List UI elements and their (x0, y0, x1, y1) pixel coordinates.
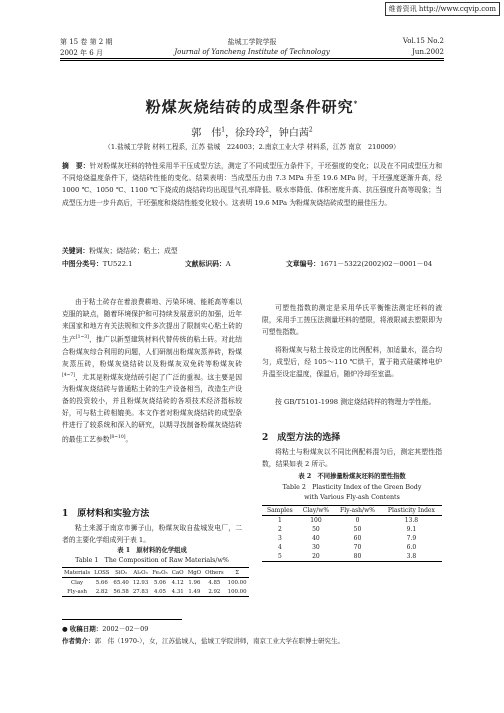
table-1-cell: 27.83 (132, 588, 149, 595)
table-2-header-cell: Clay/w% (298, 506, 334, 516)
table-1-cell: 100.00 (227, 588, 247, 595)
table-1-cell: 1.49 (188, 588, 201, 595)
table-1-cell: 12.93 (132, 579, 149, 586)
table-2-cell: 1 (277, 517, 282, 524)
table-2-cell: 50 (353, 526, 362, 533)
plasticity-method-paragraph: 可塑性指数的测定是采用华氏平衡锥法测定坯料的液限，采用手工搓压法测量坯料的塑限，将液限减去塑限即为可塑性指数。 (262, 304, 442, 337)
sample-prep-paragraph: 将粉煤灰与粘土按设定的比例配料，加适量水，混合均匀，成型后，经 105～110 ℃烘干，置于箱式硅碳棒电炉升温至设定温度，保温后，随炉冷却至室温。 (262, 346, 442, 379)
affiliation: （1.盐城工学院 材料工程系，江苏 盐城 224003；2.南京工业大学 材料系，江苏 南京 210009） (104, 143, 400, 151)
keywords: 关键词：粉煤灰；烧结砖；粘土；成型 (62, 247, 178, 255)
table-2-cell: 50 (312, 526, 320, 533)
table-1-cell: 100.00 (227, 579, 247, 586)
table-2-cell: 2 (277, 526, 282, 533)
table-2-caption-cn: 表 2 不同掺量粉煤灰坯料的塑性指数 (298, 473, 406, 480)
table-row (262, 534, 442, 543)
table-1-cell: Fly-ash (67, 588, 87, 595)
footnote-rule (62, 619, 182, 620)
table-2-cell: 9.1 (406, 526, 417, 533)
issue-label: 第 15 卷 第 2 期 (60, 38, 113, 46)
author-line: 郭 伟$^1$，徐玲玲$^2$，钟白茜$^2$ (191, 126, 313, 139)
document-code: 文献标识码：A (185, 260, 231, 268)
table-1-cell: 4.05 (153, 588, 166, 595)
table-row (62, 578, 249, 588)
table-2-cell: 60 (353, 535, 362, 542)
author-bio: 作者简介：郭 伟（1970-），女，江苏盐城人，盐城工学院讲师，南京工业大学在职博士研究生。 (62, 637, 344, 645)
table-row (262, 525, 442, 534)
table-1-header-cell: LOSS (94, 569, 110, 576)
table-1-cell: 1.96 (188, 579, 201, 586)
table-1-cell: 2.82 (95, 588, 108, 595)
table-2-cell: 20 (312, 553, 320, 560)
author-3: 钟白茜 (278, 128, 309, 139)
received-date: ● 收稿日期：2002－02－09 (62, 625, 149, 633)
table-1-cell: 2.92 (208, 588, 221, 595)
header-rule-bottom (60, 60, 444, 61)
table-1-header-cell: MgO (187, 569, 202, 576)
table-1-cell: 4.85 (208, 579, 221, 586)
table-row (262, 552, 442, 562)
section-2-heading: 2 成型方法的选择 (262, 433, 341, 443)
journal-title-cn: 盐城工学院学报 (227, 38, 277, 46)
table-2-cell: 7.9 (406, 535, 417, 542)
table-1-cell: Clay (71, 579, 84, 586)
table-2-header-cell: Samples (262, 506, 298, 516)
paper-title: 粉煤灰烧结砖的成型条件研究* (145, 98, 359, 116)
table-2-cell: 6.0 (406, 544, 417, 551)
table-1-header-cell: Σ (226, 568, 249, 578)
month-label: Jun.2002 (412, 48, 444, 56)
table-2-header-cell: Plasticity Index (381, 506, 442, 516)
table-row (262, 516, 442, 526)
table-1-caption-en: Table 1 The Composition of Raw Materials/w% (75, 557, 229, 564)
table-2-cell: 5 (277, 553, 282, 560)
table-1-cell: 4.31 (171, 588, 184, 595)
table-2-header-cell: Fly-ash/w% (334, 506, 381, 516)
table-row (62, 587, 249, 597)
table-1-cell: 4.12 (171, 579, 184, 586)
table-2 (262, 505, 442, 562)
header-rule-top (60, 58, 444, 59)
table-1-caption-cn: 表 1 原材料的化学组成 (117, 547, 187, 554)
table-1-header-row (62, 568, 249, 578)
author-2: 徐玲玲 (235, 128, 266, 139)
date-label: 2002 年 6 月 (60, 49, 103, 57)
table-1 (62, 567, 249, 597)
table-row (262, 543, 442, 552)
table-1-header-cell: SiO₂ (111, 568, 130, 578)
table-1-cell: 5.06 (153, 579, 166, 586)
table-2-header-row (262, 506, 442, 516)
table-1-cell: 5.66 (95, 579, 108, 586)
article-number: 文章编号：1671－5322(2002)02－0001－04 (286, 260, 433, 268)
table-2-cell: 100 (310, 517, 322, 524)
table-1-cell: 56.58 (113, 588, 129, 595)
journal-title-en: Journal of Yancheng Institute of Technology (174, 48, 330, 56)
materials-paragraph: 粘土来源于南京市狮子山，粉煤灰取自盐城发电厂，二者的主要化学组成列于表 1。 (62, 524, 242, 545)
author-1: 郭 伟 (191, 128, 222, 139)
table-1-header-cell: CaO (170, 568, 186, 578)
watermark: 维普资讯 http://www.cqvip.com (385, 2, 500, 16)
table-1-header-cell: Others (205, 569, 224, 576)
table-2-cell: 70 (353, 544, 362, 551)
title-footnote-mark: * (353, 99, 359, 108)
table-2-cell: 4 (277, 544, 282, 551)
table-2-cell: 3.8 (406, 553, 417, 560)
intro-paragraph: 由于粘土砖存在着浪费耕地、污染环境、能耗高等难以克服的缺点，随着环境保护和可持续发展意识的加强，近年来国家和地方有关法规和文件多次提出了限制实心粘土砖的生产[1~3]，推广以新型建筑材料代替传统的粘土砖。对此结合粉煤灰综合利用的问题，人们研制出粉煤灰蒸养砖，粉煤灰蒸压砖，粉煤灰烧结砖以及粉煤灰双免砖等粉煤灰砖[4~7]，尤其是粉煤灰烧结砖引起了广泛的重视。这主要是因为粉煤灰烧结砖与普通粘土砖的生产设备相当，改造生产设备的投资较小，并且粉煤灰烧结砖的各项技术经济指标较好，可与粘土砖相媲美。本文作者对粉煤灰烧结砖的成型条件进行了较系统和深入的研究，以期寻找制备粉煤灰烧结砖的最佳工艺参数[8~10]。 (62, 298, 243, 443)
table-2-cell: 13.8 (404, 517, 419, 524)
abstract: 摘 要：针对粉煤灰坯料的特性采用半干压成型方法，测定了不同成型压力条件下，干坯强度的变化；以及在不同成型压力和不同焙烧温度条件下，烧结砖性能的变化。结果表明：当成型压力由 7.3 MPa 升至 19.6 MPa 时，干坯强度逐渐升高，经 1000 ℃、1050 ℃、1100 ℃下烧成的烧结砖均出现显气孔率降低、吸水率降低、体积密度升高、抗压强度升高等现象；当成型压力进一步升高后，干坯强度和烧结性能变化较小。这表明 19.6 MPa 为粉煤灰烧结砖成型的最佳压力。 (62, 162, 443, 207)
testing-paragraph: 按 GB/T5101-1998 测定烧结砖样的物理力学性能。 (275, 398, 436, 406)
table-1-cell: 65.40 (113, 579, 129, 586)
clc-number: 中图分类号：TU522.1 (62, 260, 133, 268)
table-1-header-cell: Fe₂O₃ (152, 569, 168, 576)
table-2-cell: 30 (312, 544, 320, 551)
table-2-caption-en-1: Table 2 Plasticity Index of the Green Body (282, 484, 422, 491)
table-2-cell: 80 (353, 553, 362, 560)
table-1-header-cell: Al₂O₃ (131, 568, 150, 578)
section-1-heading: 1 原材料和实验方法 (62, 509, 150, 519)
table-2-cell: 40 (312, 535, 320, 542)
volume-label: Vol.15 No.2 (402, 37, 444, 45)
table-2-cell: 0 (355, 517, 360, 524)
table-2-cell: 3 (277, 535, 282, 542)
table-2-caption-en-2: with Various Fly-ash Contents (304, 494, 400, 501)
forming-paragraph: 将粘土与粉煤灰以不同比例配料混匀后，测定其塑性指数，结果如表 2 所示。 (262, 448, 442, 469)
table-1-header-cell: Materials (64, 569, 91, 576)
